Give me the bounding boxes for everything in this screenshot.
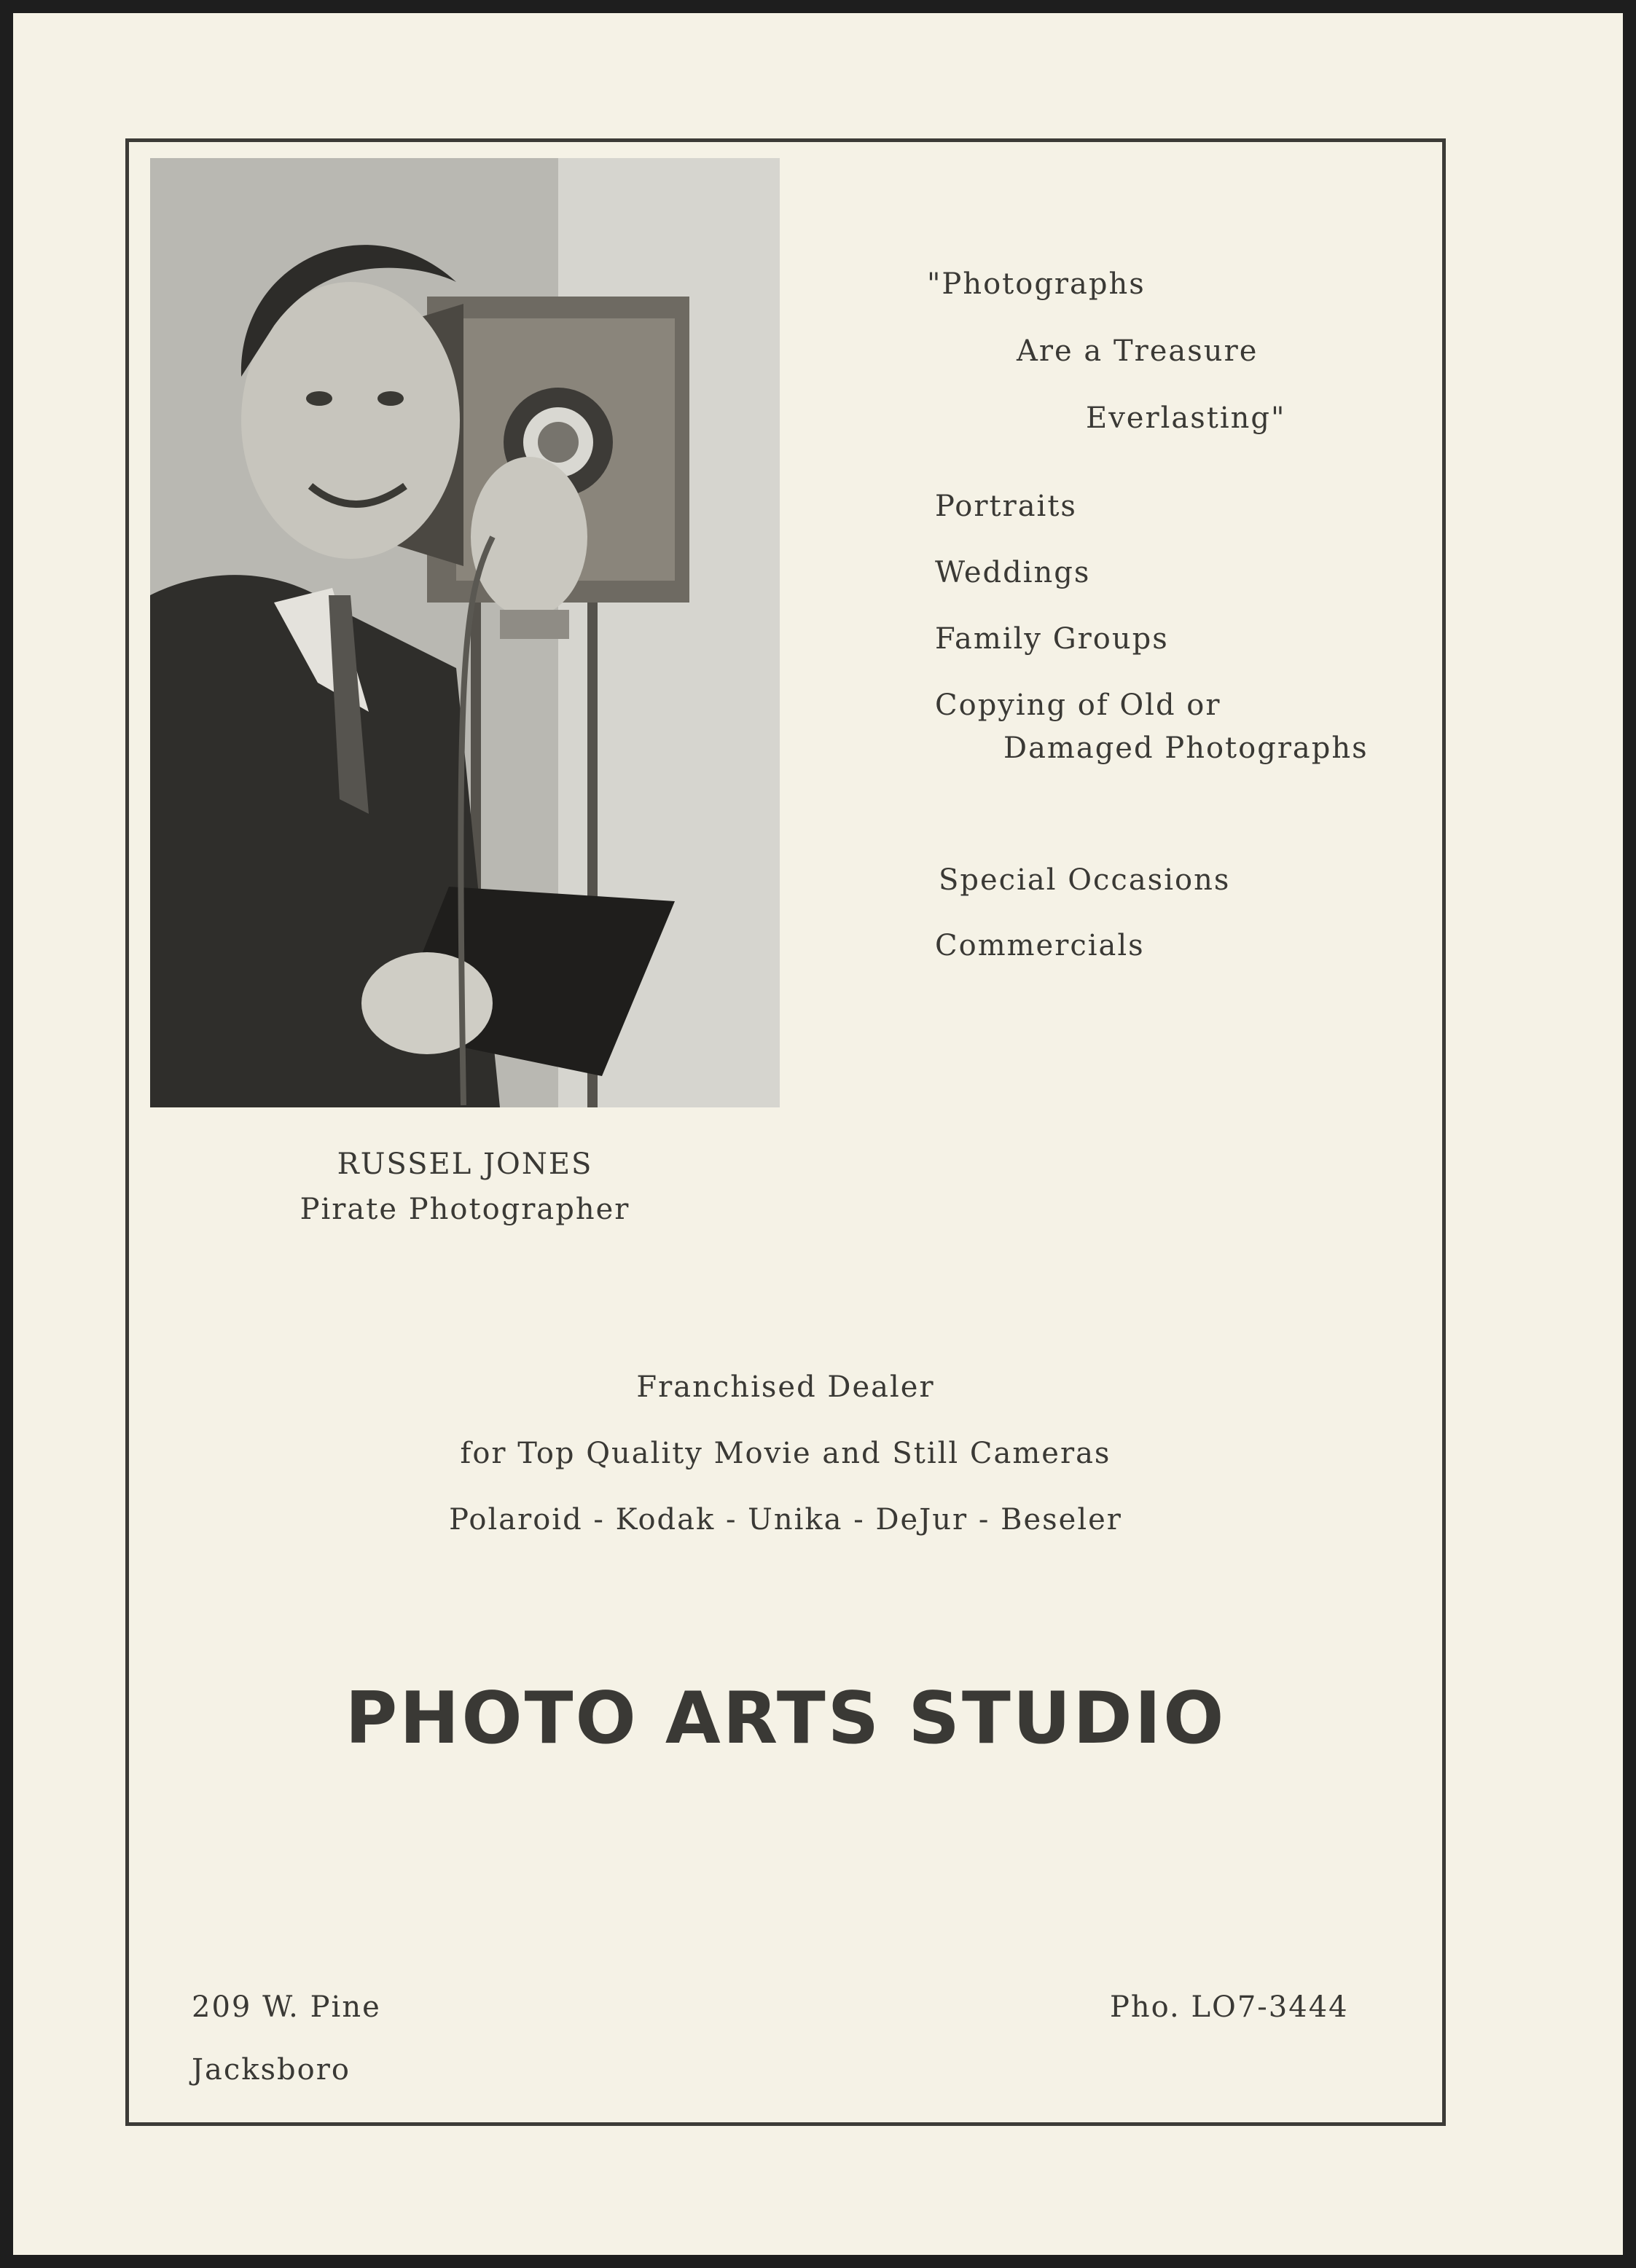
address-city: Jacksboro [192, 2053, 351, 2087]
phone-number: Pho. LO7-3444 [1110, 1990, 1349, 2024]
service-family-groups: Family Groups [935, 622, 1169, 656]
photographer-portrait-photo [150, 158, 780, 1107]
service-portraits: Portraits [935, 490, 1077, 523]
service-special-occasions: Special Occasions [939, 863, 1231, 897]
photographer-title: Pirate Photographer [300, 1193, 630, 1226]
address-street: 209 W. Pine [192, 1990, 381, 2024]
photographer-name: RUSSEL JONES [337, 1147, 593, 1181]
dealer-line-1: Franchised Dealer [636, 1370, 935, 1404]
service-copying-line-1: Copying of Old or [935, 688, 1221, 722]
slogan-line-2: Are a Treasure [1017, 334, 1259, 368]
dealer-brands: Polaroid - Kodak - Unika - DeJur - Beseler [449, 1503, 1122, 1537]
studio-name: PHOTO ARTS STUDIO [345, 1677, 1226, 1760]
slogan-line-3: Everlasting" [1086, 401, 1286, 435]
service-weddings: Weddings [935, 556, 1091, 589]
dealer-line-2: for Top Quality Movie and Still Cameras [460, 1437, 1111, 1470]
service-commercials: Commercials [935, 929, 1145, 962]
service-copying-line-2: Damaged Photographs [1003, 731, 1369, 765]
slogan-line-1: "Photographs [927, 267, 1146, 301]
